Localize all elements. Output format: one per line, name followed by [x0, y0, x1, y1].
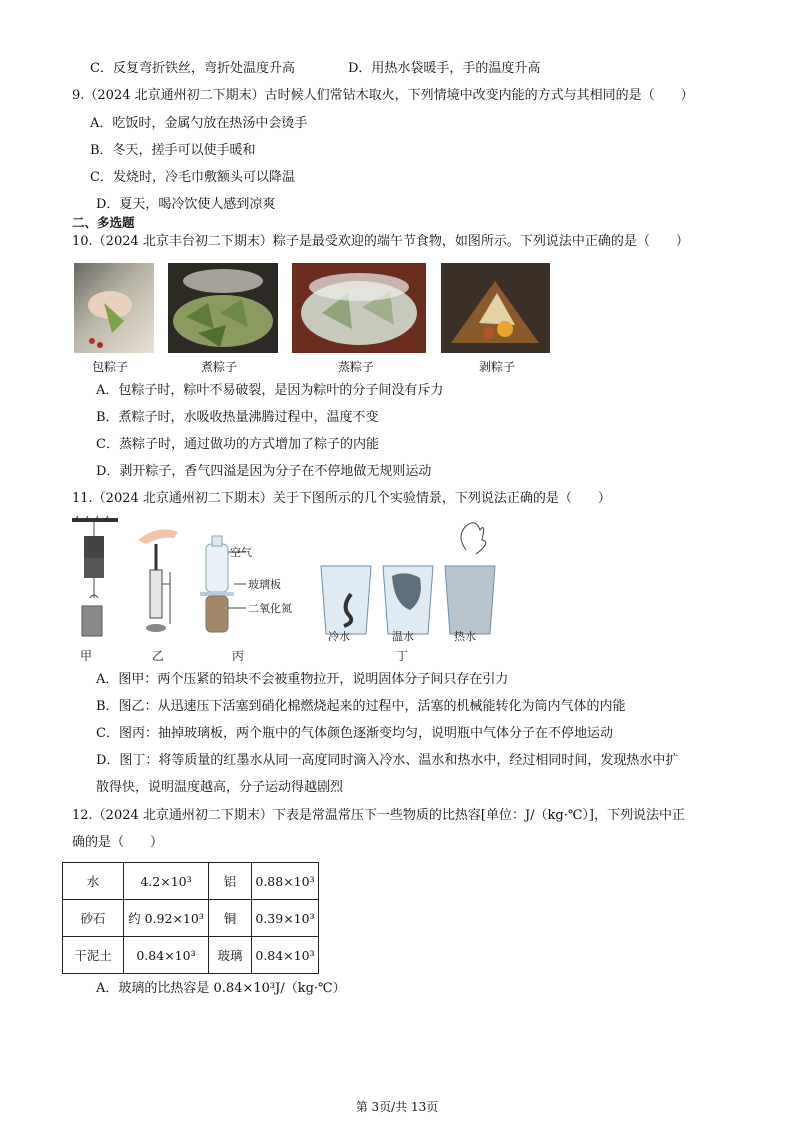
page-footer: 第 3页/共 13页	[355, 1100, 439, 1114]
wrapping-zongzi-photo	[74, 263, 154, 353]
q9-option-a: A．吃饭时，金属勺放在热汤中会烫手	[90, 116, 308, 131]
q11-option-c: C．图丙：抽掉玻璃板，两个瓶中的气体颜色逐渐变均匀，说明瓶中气体分子在不停地运动	[96, 726, 613, 741]
caption-peel: 剥粽子	[479, 360, 516, 374]
label-yi: 乙	[152, 649, 165, 663]
q10-option-c: C．蒸粽子时，通过做功的方式增加了粽子的内能	[96, 437, 379, 452]
piston-figure	[138, 529, 178, 632]
table-cell: 砂石	[63, 900, 124, 937]
table-cell: 玻璃	[209, 937, 252, 974]
label-hot-water: 热水	[454, 630, 476, 643]
q10-stem: 10.（2024 北京丰台初二下期末）粽子是最受欢迎的端午节食物，如图所示。下列说法中正确的是（ ）	[72, 234, 689, 249]
q9-option-d: D．夏天，喝冷饮使人感到凉爽	[96, 197, 276, 212]
q9-option-c: C．发烧时，冷毛巾敷额头可以降温	[90, 170, 295, 185]
label-ding: 丁	[396, 649, 409, 663]
label-no2: 二氧化氮	[248, 602, 292, 615]
table-cell: 0.39×10³	[252, 900, 319, 937]
label-glass-plate: 玻璃板	[248, 578, 281, 591]
q11-stem: 11.（2024 北京通州初二下期末）关于下图所示的几个实验情景，下列说法正确的是（ ）	[72, 491, 611, 506]
table-row	[63, 900, 319, 937]
section-heading: 二、多选题	[72, 215, 135, 230]
q11-option-b: B．图乙：从迅速压下活塞到硝化棉燃烧起来的过程中，活塞的机械能转化为筒内气体的内能	[96, 699, 626, 714]
table-row	[63, 863, 319, 900]
ink-beakers-figure	[321, 523, 495, 634]
q11-option-d: D．图丁：将等质量的红墨水从同一高度同时滴入冷水、温水和热水中，经过相同时间，发现热水中扩	[96, 753, 679, 768]
q10-option-a: A．包粽子时，粽叶不易破裂，是因为粽叶的分子间没有斥力	[96, 383, 444, 398]
label-warm-water: 温水	[392, 630, 414, 643]
q11-option-a: A．图甲：两个压紧的铅块不会被重物拉开，说明固体分子间只存在引力	[96, 672, 509, 687]
table-cell: 铝	[209, 863, 252, 900]
table-cell: 干泥土	[63, 937, 124, 974]
q12-option-a: A．玻璃的比热容是 0.84×10³J/（kg·℃）	[96, 981, 346, 996]
caption-boil: 煮粽子	[201, 360, 238, 374]
q12-stem-line2: 确的是（ ）	[72, 835, 164, 850]
boiling-zongzi-photo	[168, 263, 278, 353]
table-cell: 约 0.92×10³	[124, 900, 209, 937]
label-air: 空气	[230, 546, 252, 559]
table-cell: 铜	[209, 900, 252, 937]
table-cell: 0.84×10³	[252, 937, 319, 974]
q10-option-b: B．煮粽子时，水吸收热量沸腾过程中，温度不变	[96, 410, 379, 425]
label-cold-water: 冷水	[328, 630, 350, 643]
table-row	[63, 937, 319, 974]
table-cell: 0.84×10³	[124, 937, 209, 974]
caption-steam: 蒸粽子	[338, 360, 375, 374]
table-cell: 水	[63, 863, 124, 900]
q8-option-c: C．反复弯折铁丝，弯折处温度升高	[90, 61, 295, 76]
label-jia: 甲	[80, 649, 93, 663]
steaming-zongzi-photo	[292, 263, 426, 353]
table-cell: 4.2×10³	[124, 863, 209, 900]
q12-stem-line1: 12.（2024 北京通州初二下期末）下表是常温常压下一些物质的比热容[单位：J/（kg·℃）]，下列说法中正	[72, 808, 686, 823]
q10-option-d: D．剥开粽子，香气四溢是因为分子在不停地做无规则运动	[96, 464, 432, 479]
specific-heat-table	[62, 862, 319, 974]
q8-option-d: D．用热水袋暖手，手的温度升高	[348, 61, 541, 76]
lead-blocks-figure	[72, 516, 118, 636]
table-cell: 0.88×10³	[252, 863, 319, 900]
q11-option-d-cont: 散得快，说明温度越高，分子运动得越剧烈	[96, 780, 344, 795]
label-bing: 丙	[232, 649, 245, 663]
q9-stem: 9.（2024 北京通州初二下期末）古时候人们常钻木取火，下列情境中改变内能的方式与其相同的是（ ）	[72, 88, 694, 103]
caption-wrap: 包粽子	[92, 360, 129, 374]
peeling-zongzi-photo	[441, 263, 550, 353]
experiment-figures	[66, 514, 506, 674]
q9-option-b: B．冬天，搓手可以使手暖和	[90, 143, 256, 158]
